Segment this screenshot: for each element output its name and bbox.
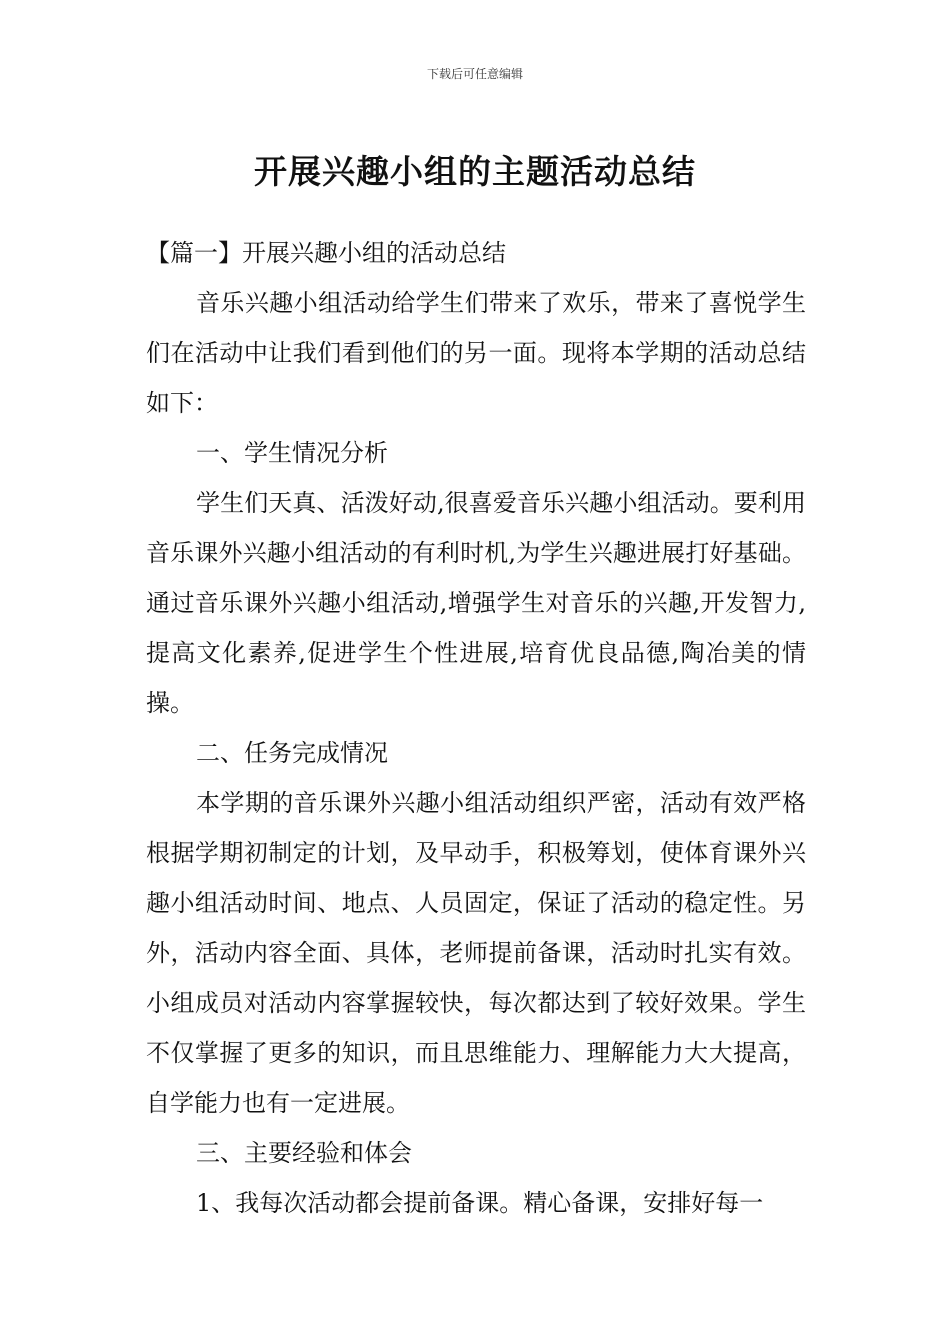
paragraph-student-analysis: 学生们天真、活泼好动,很喜爱音乐兴趣小组活动。要利用音乐课外兴趣小组活动的有利时机,为学生兴趣进展打好基础。通过音乐课外兴趣小组活动,增强学生对音乐的兴趣,开发智力,提高文化素养,促进学生个性进展,培育优良品德,陶冶美的情操。: [146, 489, 806, 717]
document-body: [146, 228, 806, 1228]
section-label: 【篇一】开展兴趣小组的活动总结: [146, 239, 506, 267]
paragraph-experience: 1、我每次活动都会提前备课。精心备课，安排好每一: [196, 1189, 764, 1217]
heading-experience: 三、主要经验和体会: [196, 1139, 412, 1167]
heading-student-analysis: 一、学生情况分析: [196, 439, 388, 467]
header-note: 下载后可任意编辑: [426, 67, 523, 81]
heading-task-completion: 二、任务完成情况: [196, 739, 388, 767]
paragraph-task-completion: 本学期的音乐课外兴趣小组活动组织严密，活动有效严格根据学期初制定的计划，及早动手，积极筹划，使体育课外兴趣小组活动时间、地点、人员固定，保证了活动的稳定性。另外，活动内容全面、具体，老师提前备课，活动时扎实有效。小组成员对活动内容掌握较快，每次都达到了较好效果。学生不仅掌握了更多的知识，而且思维能力、理解能力大大提高，自学能力也有一定进展。: [146, 789, 806, 1117]
page-title: 开展兴趣小组的主题活动总结: [254, 152, 696, 192]
intro-paragraph: 音乐兴趣小组活动给学生们带来了欢乐，带来了喜悦学生们在活动中让我们看到他们的另一面。现将本学期的活动总结如下：: [146, 289, 806, 417]
